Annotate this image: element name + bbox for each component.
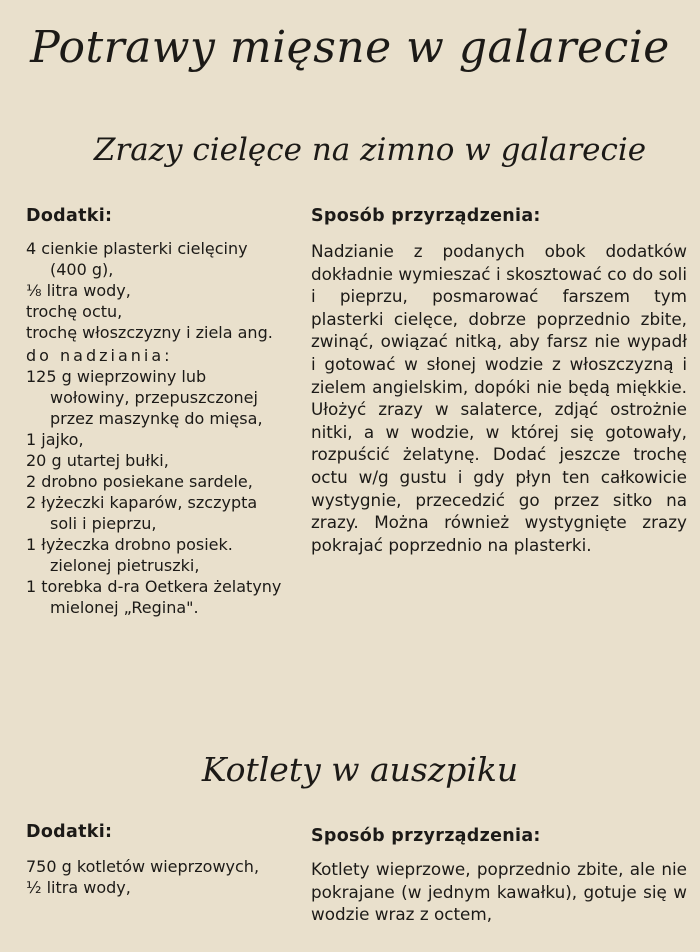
recipe1-ingredients-heading: Dodatki: — [26, 206, 113, 226]
stuffing-item: 1 jajko, — [26, 430, 84, 449]
recipe2-ingredients-heading: Dodatki: — [26, 822, 113, 842]
recipe1-ingredients-list — [26, 238, 288, 618]
stuffing-item: 20 g utartej bułki, — [26, 451, 169, 470]
stuffing-item: 2 łyżeczki kaparów, szczypta soli i pieprzu, — [26, 493, 258, 533]
ingredient-item: ⅛ litra wody, — [26, 281, 131, 300]
ingredient-item: 750 g kotletów wieprzowych, — [26, 857, 260, 876]
stuffing-item: 2 drobno posiekane sardele, — [26, 472, 253, 491]
recipe1-method-heading: Sposób przyrządzenia: — [311, 206, 541, 226]
recipe1-title: Zrazy cielęce na zimno w galarecie — [93, 132, 647, 168]
recipe2-method-heading: Sposób przyrządzenia: — [311, 826, 541, 846]
page-title: Potrawy mięsne w galarecie — [30, 22, 670, 73]
ingredient-item: trochę octu, — [26, 302, 123, 321]
recipe2-title: Kotlety w auszpiku — [201, 750, 519, 789]
recipe2-ingredients-list — [26, 856, 266, 898]
stuffing-item: 1 łyżeczka drobno posiek. zielonej pietruszki, — [26, 535, 233, 575]
recipe2-method-text: Kotlety wieprzowe, poprzednio zbite, ale nie pokrajane (w jednym kawałku), gotuje się w wodzie wraz z octem, — [311, 859, 687, 925]
stuffing-heading: do nadziania: — [26, 346, 173, 365]
ingredient-item: trochę włoszczyzny i ziela ang. — [26, 323, 273, 342]
recipe1-method-text: Nadzianie z podanych obok dodatków dokładnie wymieszać i skosztować co do soli i pieprzu, posmarować farszem tym plasterki cielęce, dobrze poprzednio zbite, zwinąć, owiązać nitką, aby farsz nie wypadł i gotować w słonej wodzie z włoszczyzną i zielem angielskim, dopóki nie będą miękkie. Ułożyć zrazy w salaterce, zdjąć ostrożnie nitki, a w wodzie, w której się gotowały, rozpuścić żelatynę. Dodać jeszcze trochę octu w/g gustu i gdy płyn ten całkowicie wystygnie, przecedzić go przez sitko na zrazy. Można również wystygnięte zrazy pokrajać poprzednio na plasterki. — [311, 241, 687, 555]
stuffing-item: 125 g wieprzowiny lub wołowiny, przepuszczonej przez maszynkę do mięsa, — [26, 367, 263, 428]
ingredient-item: ½ litra wody, — [26, 878, 131, 897]
ingredient-item: 4 cienkie plasterki cielęciny (400 g), — [26, 239, 248, 279]
stuffing-item: 1 torebka d-ra Oetkera żelatyny mielonej „Regina". — [26, 577, 282, 617]
